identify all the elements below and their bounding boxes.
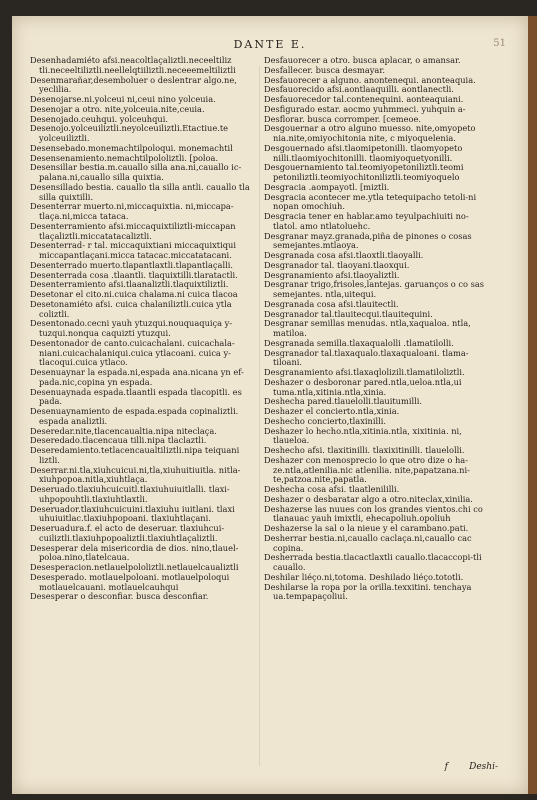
dictionary-entry: Deshazer el concierto.ntla,xinia. — [264, 406, 400, 416]
dictionary-entry: Desfauorecer a alguno. anontenequi. anonteaquia. — [264, 74, 476, 85]
running-header: DANTE E. — [233, 38, 307, 51]
dictionary-entry: Desfigurado estar. aocmo yuhmmeci. yuhquin a- — [264, 103, 466, 114]
dictionary-entry: Desenuaynamiento de espada.espada copinaliztli. espada analiztli. — [30, 406, 239, 426]
dictionary-entry: Desentonado.cecni yauh ytuzqui.nouquaquiça y-tuzqui.nonqua caquizti ytuzqui. — [30, 318, 233, 338]
dictionary-entry: Desgranada cosa afsi.tlauitectli. — [264, 298, 399, 309]
dictionary-entry: Desensillado bestia. cauallo tla silla antli. cauallo tla silla quixtilli. — [30, 181, 250, 202]
dictionary-entry: Desgracia tener en hablar.amo teyulpachiuiti no-tlatol. amo ntlatoluehc. — [264, 211, 469, 231]
dictionary-entry: Desgranar trigo,frisoles,lantejas. garuanços o co sas semejantes. ntla,uitequi. — [264, 279, 484, 299]
catchword: Deshi- — [469, 762, 498, 772]
dictionary-entry: Desflorar. busca corromper. [cemeoe. — [264, 113, 421, 124]
dictionary-entry: Deseredar.nite,tlacencaualtia.nipa niteclaça. — [30, 425, 217, 436]
dictionary-entry: Deshazerse la sal o la nieue y el carambano.pati. — [264, 523, 469, 533]
dictionary-entry: Desensebado.monemachtilpoloqui. monemachtil — [30, 142, 233, 153]
dictionary-entry: Desenterrada cosa .tlaantli. tlaquixtilli.tlaratactli. — [30, 269, 238, 280]
dictionary-entry: Desenterrar muerto.ni,miccaquixtia. ni,miccapa-tlaça.ni,micca tataca. — [30, 201, 234, 221]
dictionary-entry: Deshazerse las nuues con los grandes vientos.chi co tlanauac yauh imixtli, ehecapoliuh.opoliuh — [264, 503, 483, 524]
dictionary-entry: Desenhadamiéto afsi.neacoltlaçaliztli.neceeltiliz tli.neceeltiliztli.neellelqtiiliztli.neceeemeltiliztli — [30, 55, 236, 75]
dictionary-entry: Deshilar liéço.ni,totoma. Deshilado liéço.tototli. — [264, 571, 464, 582]
right-column — [264, 56, 492, 602]
dictionary-entry: Desenojarse.ni.yolceui ni,ceui nino yolceuia. — [30, 94, 216, 104]
dictionary-entry: Desgranada cosa afsi.tlaoxtli.tlaoyalli. — [264, 250, 424, 260]
dictionary-entry: Deseruadura.f. el acto de deseruar. tlaxiuhcui-cuiliztli.tlaxiuhpopoaliztli.tlaxiuhtlaçaliztli. — [30, 523, 225, 543]
dictionary-entry: Deshilarse la ropa por la orilla.texxitini. tenchaya ua.tempapaçoliui. — [264, 581, 472, 602]
dictionary-entry: Deshazer o desboronar pared.ntla,ueloa.ntla,ui tuma.ntla,xitinia.ntla,xinia. — [264, 376, 462, 397]
dictionary-entry: Desgranador tal.tlauitecqui.tlauitequini. — [264, 308, 433, 319]
dictionary-entry: Desgranada semilla.tlaxaqualolli .tlamatilolli. — [264, 337, 454, 348]
dictionary-entry: Desfallecer. busca desmayar. — [264, 64, 386, 75]
dictionary-entry: Desgranamiento afsi.tlaoyaliztli. — [264, 269, 400, 280]
dictionary-entry: Desentonador de canto.cuicachalani. cuicachala-niani.cuicachalaniqui.cuica ytlacoani. cuica y-tlacoqui.cuica ytlaco. — [30, 337, 235, 368]
dictionary-entry: Deseruador.tlaxiuhcuicuini.tlaxiuhu iuitlani. tlaxi uhuiuitlac.tlaxiuhpopoani. tlaxiuhtlaçani. — [30, 503, 235, 524]
dictionary-entry: Desgranador tal.tlaxaqualo.tlaxaqualoani. tlama-tiloani. — [264, 347, 469, 368]
dictionary-entry: Desgranar mayz.granada,piña de pinones o cosas semejantes.mtlaoya. — [264, 230, 472, 251]
dictionary-entry: Deseredamiento.tetlacencaualtiliztli.nipa teiquani liztli. — [30, 445, 240, 465]
folio-number: 51 — [493, 38, 506, 49]
column-gutter — [259, 66, 260, 766]
signature-mark: f — [444, 762, 448, 772]
dictionary-entry: Desenterramiento afsi.tlaanaliztli.tlaquixtiliztli. — [30, 279, 229, 290]
dictionary-entry: Desenuaynar la espada.ni,espada ana.nicana yn ef-pada.nic,copina yn espada. — [30, 367, 244, 387]
dictionary-entry: Desenterrado muerto.tlapantlaxtli.tlapantlaçalli. — [30, 259, 233, 270]
dictionary-entry: Desenuaynada espada.tlaantli espada tlacopitli. es pada. — [30, 386, 242, 407]
dictionary-entry: Desesperacion.netlauelpololiztli.netlauelcaualiztli — [30, 562, 239, 572]
dictionary-entry: Desenojar a otro. nite,yolceuia.nite,ceuia. — [30, 103, 205, 114]
dictionary-entry: Desgouernamiento tal.teomiyopetoniliztli.teomi petoniliztli.teomiyochitoniliztli.teomiyoquelo — [264, 162, 464, 182]
dictionary-entry: Deshecho afsi. tlaxitinilli. tlaxixitinilli. tlauelolli. — [264, 445, 465, 455]
left-column — [30, 56, 258, 602]
dictionary-entry: Desherrada bestia.tlacactlaxtli cauallo.tlacaccopi-tli cauallo. — [264, 552, 482, 572]
dictionary-entry: Deshazer con menosprecio lo que otro dize o ha-ze.ntla,atlenilia.nic atlenilia. nite,papatzana.ni-te,patzoa.nite,papatla. — [264, 454, 470, 485]
dictionary-entry: Deseredado.tlacencaua tilli.nipa tlaclaztli. — [30, 435, 207, 446]
dictionary-entry: Desfauorecido afsi.aontlaaquilli. aontlanectli. — [264, 84, 454, 95]
book-page — [12, 16, 528, 794]
dictionary-entry: Desgranador tal. tlaoyani.tlaoxqui. — [264, 259, 410, 270]
dictionary-entry: Deshecha cosa afsi. tlaatlenililli. — [264, 484, 400, 494]
dictionary-entry: Desgranamiento afsi.tlaxaqlolizili.tlamatiloliztli. — [264, 367, 465, 377]
dictionary-entry: Desensenamiento.nemachtilpololiztli. [poloa. — [30, 152, 219, 163]
dictionary-entry: Desenojo.yolceuiliztli.neyolceuiliztli.Etactiue.te yolceuiliztli. — [30, 123, 229, 143]
dictionary-entry: Desgouernar a otro alguno muesso. nite,omyopeto nia.nite,omiyochitonia nite, c miyoquelenia. — [264, 123, 476, 143]
dictionary-entry: Desenterramiento afsi.miccaquixtiliztli-miccapan tlaçaliztli.miccatatacaliztli. — [30, 220, 236, 241]
dictionary-entry: Desgracia .aompayotl. [miztli. — [264, 181, 390, 192]
dictionary-entry: Deshazer lo hecho.ntla,xitinia.ntla, xixitinia. ni, tlaueloa. — [264, 425, 462, 446]
dictionary-entry: Desetonamiéto afsi. cuica chalaniliztli.cuica ytla coliztli. — [30, 298, 232, 319]
dictionary-entry: Desesperado. motlauelpoloani. motlauelpoloqui motlauelcauani. motlauelcauhqui — [30, 571, 230, 592]
dictionary-entry: Deshazer o desbaratar algo a otro.niteclax,xinilia. — [264, 493, 473, 504]
dictionary-entry: Desenmarañar,desemboluer o deslentrar algo.ne, yeclilia. — [30, 74, 237, 95]
dictionary-entry: Desenterrad- r tal. miccaquixtiani miccaquixtiqui miccapantlaçani.micca tatacac.miccatatacani. — [30, 240, 236, 260]
dictionary-entry: Desfauorecer a otro. busca aplacar, o amansar. — [264, 55, 461, 65]
dictionary-entry: Desesperar dela misericordia de dios. nino,tlauel-poloa.nino,tlatelcaua. — [30, 542, 239, 563]
dictionary-entry: Deserrar.ni.tla,xiuhcuicui.ni,tla,xiuhuitiuitla. nitla-xiuhpopoa.nitla,xiuhtlaça. — [30, 464, 241, 485]
dictionary-entry: Desetonar el cito.ni.cuica chalama.ni cuica tlacoa — [30, 289, 238, 299]
dictionary-entry: Desesperar o desconfiar. busca desconfiar. — [30, 591, 209, 602]
dictionary-entry: Deshecho concierto,tlaxinilli. — [264, 415, 386, 426]
dictionary-entry: Desensillar bestia.m.cauallo silla ana.ni,cauallo ic-palana.ni,cauallo silla quixtia. — [30, 162, 242, 182]
dictionary-entry: Desgracia acontecer me.ytla tetequipacho tetoli-ni nopan omochiuh. — [264, 191, 477, 212]
dictionary-entry: Desenojado.ceuhqui. yolceuhqui. — [30, 113, 168, 124]
dictionary-entry: Desgranar semillas menudas. ntla,xaqualoa. ntla, matiloa. — [264, 318, 471, 338]
dictionary-entry: Deshecha pared.tlauelolli.tlauitumilli. — [264, 396, 422, 407]
dictionary-entry: Desgouernado afsi.tlaomipetonilli. tlaomyopeto nilli.tlaomiyochitonilli. tlaomiyoquetyonilli. — [264, 142, 463, 163]
dictionary-entry: Deseruado.tlaxiuhcuicuitl.tlaxiuhuiuitlalli. tlaxi-uhpopouhtli.tlaxiuhtlaxtli. — [30, 484, 230, 504]
book-fore-edge — [528, 16, 537, 794]
dictionary-entry: Desfauorecedor tal.contenequini. aonteaquiani. — [264, 94, 464, 104]
dictionary-entry: Desherrar bestia.ni,cauallo caclaça.ni,cauallo cac copina. — [264, 532, 472, 553]
